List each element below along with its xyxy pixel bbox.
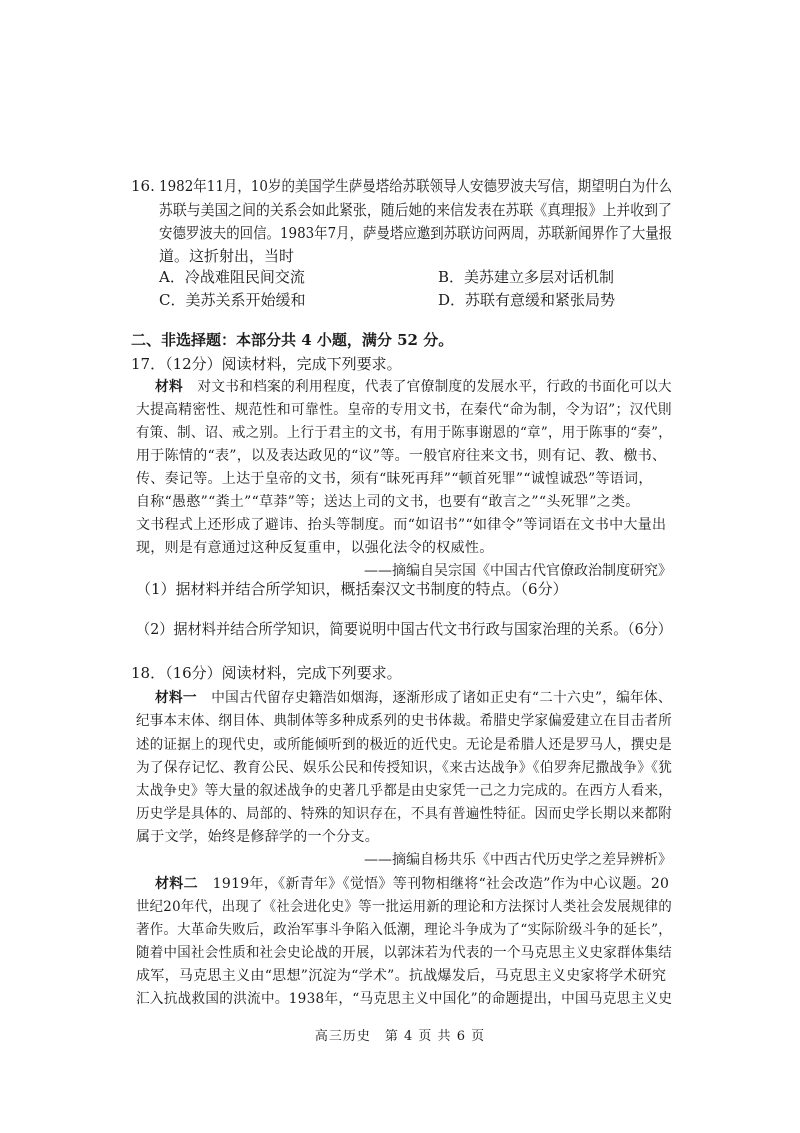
q18-material2-line-4: 随着中国社会性质和社会史论战的开展，以郭沫若为代表的一个马克思主义史家群体集结 bbox=[136, 945, 672, 961]
q18-material2-label: 材料二 bbox=[155, 876, 198, 892]
q18-material1-line-3: 述的证据上的现代史，或所能倾听到的极近的近代史。无论是希腊人还是罗马人，撰史是 bbox=[136, 737, 672, 753]
q17-material-line-3: 有策、制、诏、戒之别。上行于君主的文书，有用于陈事谢恩的“章”，用于陈事的“奏”， bbox=[136, 425, 673, 441]
q16-option-b: B．美苏建立多层对话机制 bbox=[438, 268, 615, 286]
q18-material1-line-1 bbox=[155, 687, 672, 711]
q18-material2-line-3: 著作。大革命失败后，政治军事斗争陷入低潮，理论斗争成为了“实际阶级斗争的延长”， bbox=[136, 922, 672, 938]
q18-material2-line-5: 成军，马克思主义由“思想”沉淀为“学术”。抗战爆发后，马克思主义史家将学术研究 bbox=[136, 968, 667, 984]
q16-stem-line-3: 安德罗波夫的回信。1983年7月，萨曼塔应邀到苏联访问两周，苏联新闻界作了大量报 bbox=[159, 224, 673, 242]
q17-material-line-7: 文书程式上还形成了避讳、抬头等制度。而“如诏书”“如律令”等词语在文书中大量出 bbox=[136, 517, 667, 533]
page-footer: 高三历史 第 4 页 共 6 页 bbox=[314, 1029, 486, 1044]
q18-material1-line-2: 纪事本末体、纲目体、典制体等多种成系列的史书体裁。希腊史学家偏爱建立在目击者所 bbox=[136, 713, 672, 729]
q16-stem-line-4: 道。这折射出，当时 bbox=[159, 247, 295, 265]
q18-material1-line-4: 为了保存记忆、教育公民、娱乐公民和传授知识，《来古达战争》《伯罗奔尼撒战争》《犹 bbox=[136, 760, 673, 776]
q17-material-line-8: 现，则是有意通过这种反复重申，以强化法令的权威性。 bbox=[136, 540, 494, 556]
q18-material1-line-5: 太战争史》等大量的叙述战争的史著几乎都是由史家凭一己之力完成的。在西方人看来， bbox=[136, 783, 672, 799]
q17-sub-question-2: （2）据材料并结合所学知识，简要说明中国古代文书行政与国家治理的关系。（6分） bbox=[136, 620, 672, 638]
q17-material-line-6: 自称“愚憨”“粪土”“草莽”等；送达上司的文书，也要有“敢言之”“头死罪”之类。 bbox=[136, 494, 640, 510]
q17-sub-question-1: （1）据材料并结合所学知识，概括秦汉文书制度的特点。（6分） bbox=[136, 580, 568, 598]
q18-material2-text-1: 1919年，《新青年》《觉悟》等刊物相继将“社会改造”作为中心议题。20 bbox=[212, 876, 670, 892]
q18-material2-line-6: 汇入抗战救国的洪流中。1938年，“马克思主义中国化”的命题提出，中国马克思主义史 bbox=[136, 991, 673, 1007]
section-2-title: 二、非选择题：本部分共 4 小题，满分 52 分。 bbox=[131, 331, 454, 349]
q16-option-c: C．美苏关系开始缓和 bbox=[159, 291, 306, 309]
q18-material1-label: 材料一 bbox=[155, 690, 197, 706]
q17-material-line-5: 传、奏记等。上达于皇帝的文书，须有“昧死再拜”“顿首死罪”“诚惶诚恐”等语词， bbox=[136, 471, 653, 487]
q16-number: 16. bbox=[131, 177, 155, 195]
q16-stem-line-1: 1982年11月，10岁的美国学生萨曼塔给苏联领导人安德罗波夫写信，期望明白为什么 bbox=[159, 177, 673, 195]
q18-material1-line-7: 属于文学，始终是修辞学的一个分支。 bbox=[136, 829, 380, 845]
q18-source-1: ——摘编自杨共乐《中西古代历史学之差异辨析》 bbox=[364, 852, 672, 868]
q17-material-line-4: 用于陈情的“表”，以及表达政见的“议”等。一般官府往来文书，则有记、教、檄书、 bbox=[136, 448, 667, 464]
q17-material-text-1: 对文书和档案的利用程度，代表了官僚制度的发展水平，行政的书面化可以大 bbox=[197, 379, 672, 395]
q17-material-label: 材料 bbox=[155, 379, 183, 395]
q18-header: 18．（16分）阅读材料，完成下列要求。 bbox=[131, 664, 402, 682]
q18-material1-line-6: 历史学是具体的、局部的、特殊的知识存在，不具有普遍性特征。因而史学长期以来都附 bbox=[136, 806, 672, 822]
q18-material2-line-1 bbox=[155, 873, 669, 897]
q17-material-line-2: 大提高精密性、规范性和可靠性。皇帝的专用文书，在秦代“命为制，令为诏”；汉代則 bbox=[136, 402, 672, 418]
q17-source: ——摘编自吴宗国《中国古代官僚政治制度研究》 bbox=[364, 563, 672, 579]
q17-material-line-1 bbox=[155, 376, 672, 400]
q17-header: 17．（12分）阅读材料，完成下列要求。 bbox=[131, 355, 402, 373]
q18-material2-line-2: 世纪20年代，出现了《社会进化史》等一批运用新的理论和方法探讨人类社会发展规律的 bbox=[136, 899, 672, 915]
q16-stem-line-2: 苏联与美国之间的关系会如此紧张，随后她的来信发表在苏联《真理报》上并收到了 bbox=[159, 201, 672, 219]
q16-option-a: A．冷战难阻民间交流 bbox=[159, 268, 305, 286]
q18-material1-text-1: 中国古代留存史籍浩如烟海，逐渐形成了诸如正史有“二十六史”，编年体、 bbox=[211, 690, 672, 706]
q16-option-d: D．苏联有意缓和紧张局势 bbox=[438, 291, 616, 309]
